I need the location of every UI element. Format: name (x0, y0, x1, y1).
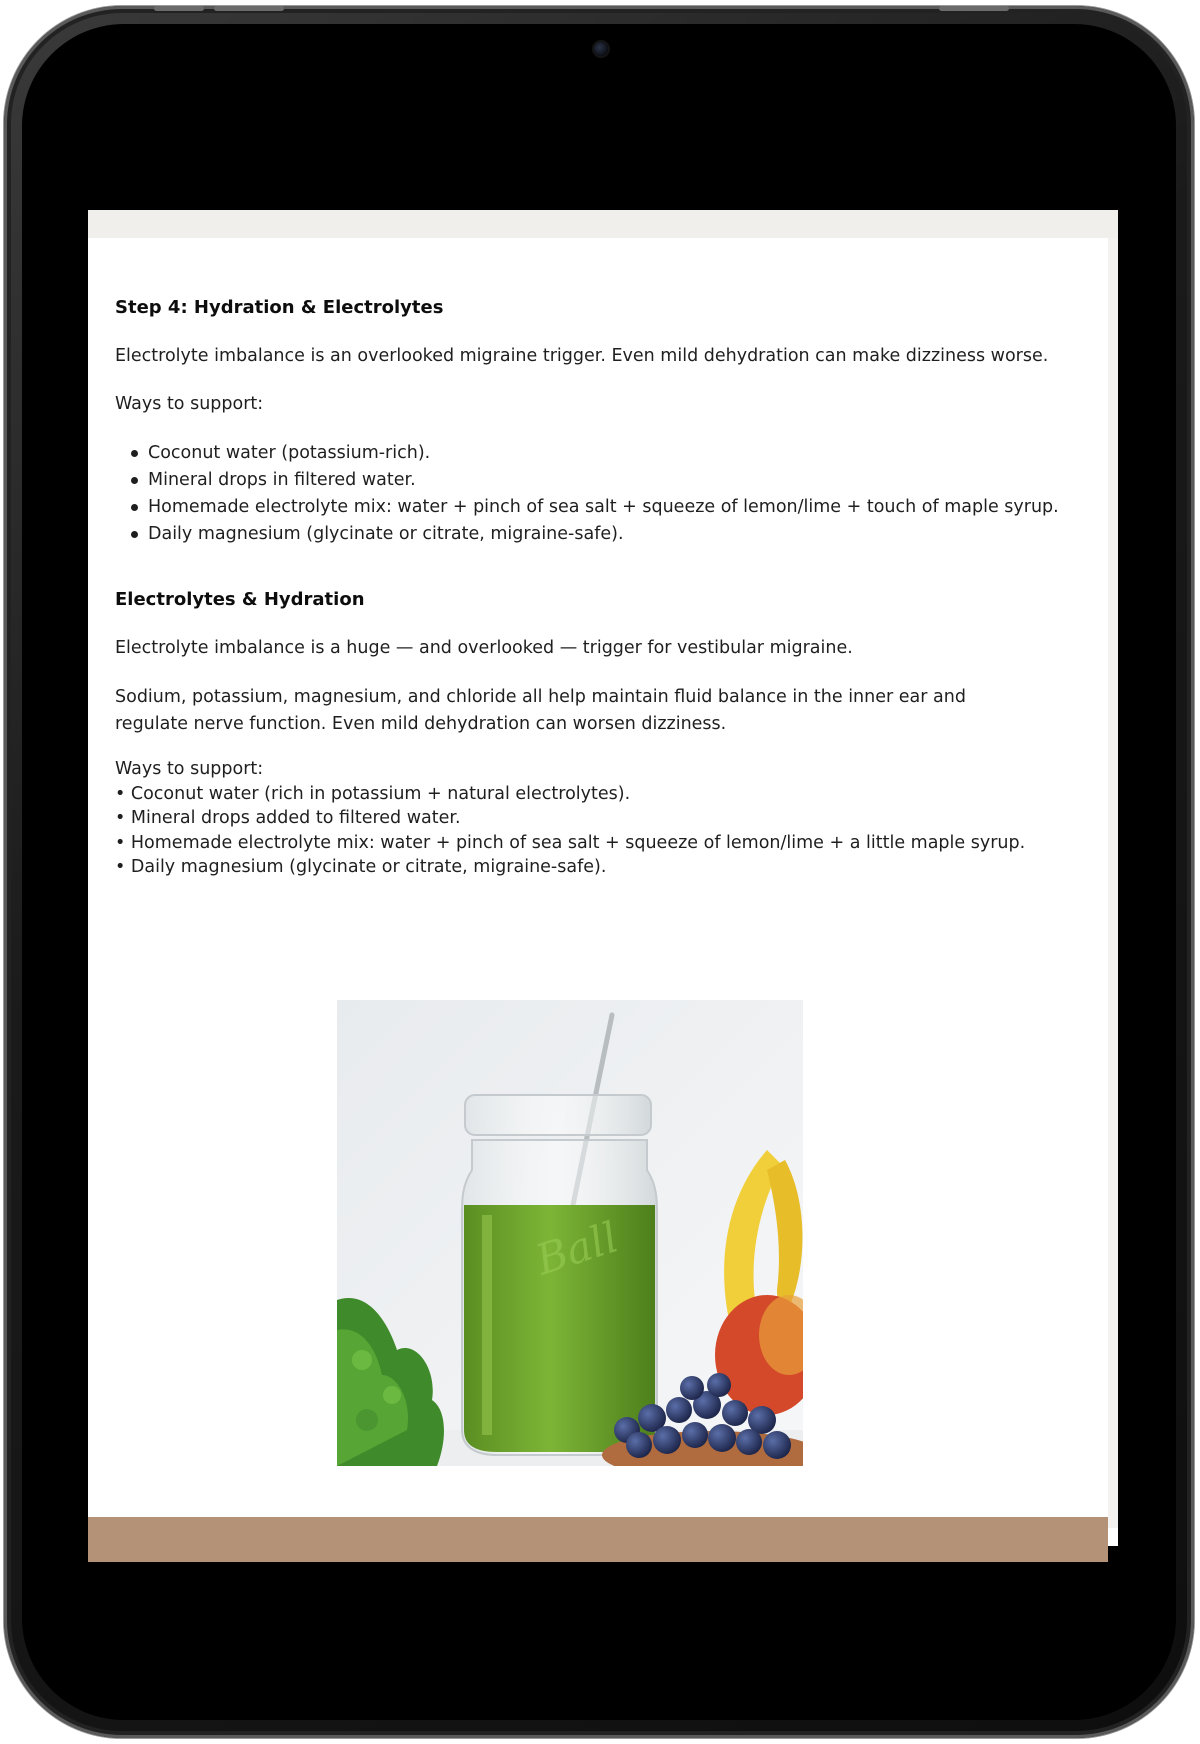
list-item: • Mineral drops added to filtered water. (115, 808, 461, 828)
power-button (939, 6, 1009, 11)
list-item: • Coconut water (rich in potassium + natural electrolytes). (115, 784, 631, 804)
list-item: • Daily magnesium (glycinate or citrate, migraine-safe). (115, 857, 607, 877)
list-item: Mineral drops in filtered water. (115, 467, 1059, 494)
camera-icon (594, 42, 608, 56)
page-scroll-edge (1108, 238, 1118, 1528)
bullet-icon (131, 504, 138, 511)
bullet-icon (131, 450, 138, 457)
section-heading: Electrolytes & Hydration (115, 589, 365, 610)
bullet-icon (131, 531, 138, 538)
section-intro: Electrolyte imbalance is a huge — and overlooked — trigger for vestibular migraine. (115, 638, 853, 658)
smoothie-illustration (337, 1000, 803, 1466)
section-heading: Step 4: Hydration & Electrolytes (115, 297, 444, 318)
tablet-screen (88, 94, 1118, 1664)
volume-button (154, 6, 204, 11)
list-item: Homemade electrolyte mix: water + pinch of sea salt + squeeze of lemon/lime + touch of maple syrup. (115, 494, 1059, 521)
article-page[interactable] (88, 210, 1118, 1546)
section-intro: Electrolyte imbalance is an overlooked migraine trigger. Even mild dehydration can make dizziness worse. (115, 346, 1049, 366)
page-header-strip (88, 210, 1118, 238)
list-item: Coconut water (potassium-rich). (115, 440, 1059, 467)
bullet-list (115, 440, 1059, 548)
tablet-frame (4, 6, 1194, 1738)
list-item: • Homemade electrolyte mix: water + pinch of sea salt + squeeze of lemon/lime + a little maple syrup. (115, 833, 1026, 853)
list-item: Daily magnesium (glycinate or citrate, migraine-safe). (115, 521, 1059, 548)
smoothie-photo (337, 1000, 803, 1466)
bullet-icon (131, 477, 138, 484)
jar-lettering: Ball (529, 1212, 624, 1285)
ways-label: Ways to support: (115, 394, 264, 414)
volume-button (214, 6, 284, 11)
footer-bar (88, 1517, 1108, 1562)
section-body: Sodium, potassium, magnesium, and chloride all help maintain fluid balance in the inner ear and regulate nerve function. Even mild dehydration can worsen dizziness. (115, 687, 966, 734)
ways-label: Ways to support: (115, 759, 264, 779)
